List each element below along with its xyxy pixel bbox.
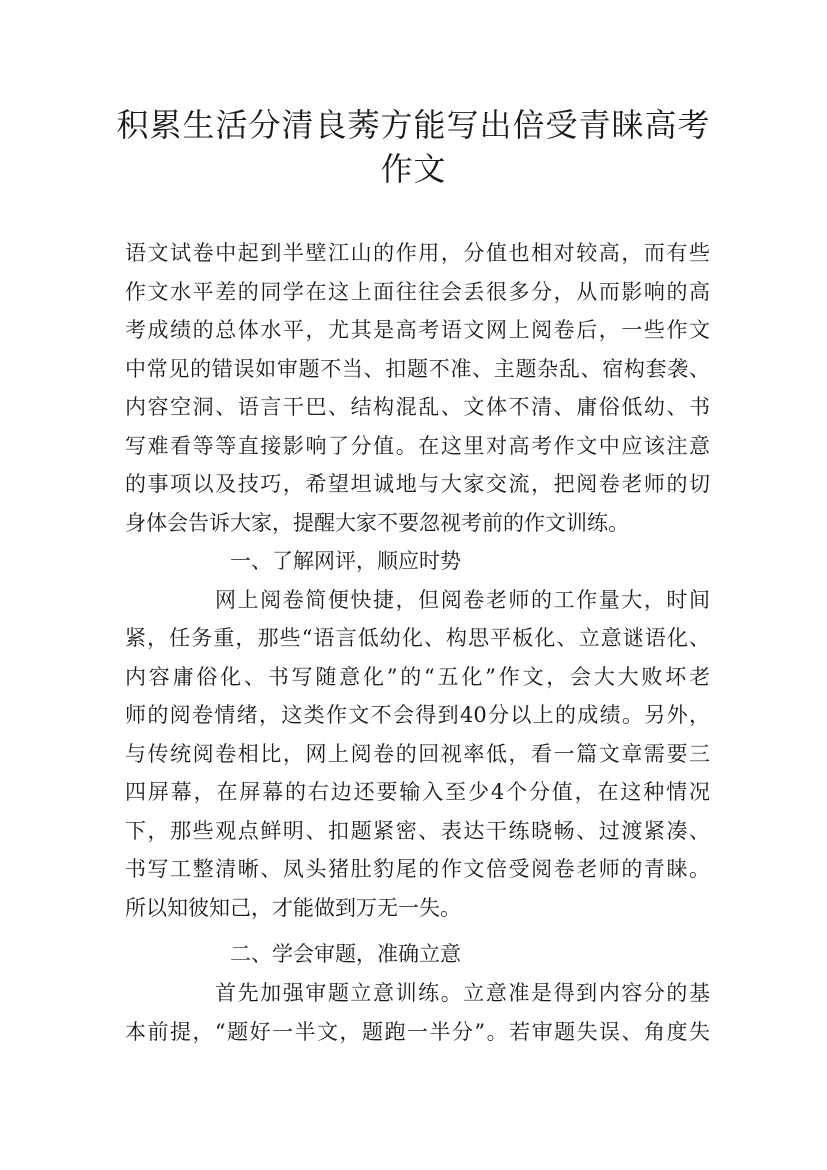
section-2-heading: 二、学会审题，准确立意	[230, 942, 461, 966]
section-1-line-3: 内容庸俗化、书写随意化”的“五化”作文，会大大败坏老	[125, 665, 710, 689]
intro-line-6: 写难看等等直接影响了分值。在这里对高考作文中应该注意	[125, 434, 710, 458]
section-2-line-2: 本前提，“题好一半文，题跑一半分”。若审题失误、角度失	[125, 1020, 710, 1044]
section-1-line-9: 所以知彼知己，才能做到万无一失。	[125, 896, 461, 920]
intro-line-1: 语文试卷中起到半壁江山的作用，分值也相对较高，而有些	[125, 241, 710, 265]
document-title-line-2: 作文	[380, 150, 447, 188]
section-1-line-2: 紧，任务重，那些“语言低幼化、构思平板化、立意谜语化、	[125, 626, 710, 650]
intro-line-3: 考成绩的总体水平，尤其是高考语文网上阅卷后，一些作文	[125, 318, 710, 342]
section-1-heading: 一、了解网评，顺应时势	[230, 549, 461, 573]
intro-line-7: 的事项以及技巧，希望坦诚地与大家交流，把阅卷老师的切	[125, 472, 710, 496]
section-1-line-6: 四屏幕，在屏幕的右边还要输入至少4个分值，在这种情况	[125, 780, 710, 804]
section-1-line-4: 师的阅卷情绪，这类作文不会得到40分以上的成绩。另外，	[125, 703, 710, 727]
intro-line-4: 中常见的错误如审题不当、扣题不准、主题杂乱、宿构套袭、	[125, 357, 710, 381]
section-2-line-1: 首先加强审题立意训练。立意准是得到内容分的基	[215, 981, 710, 1005]
intro-line-2: 作文水平差的同学在这上面往往会丢很多分，从而影响的高	[125, 280, 710, 304]
section-1-line-1: 网上阅卷简便快捷，但阅卷老师的工作量大，时间	[215, 588, 710, 612]
section-1-line-8: 书写工整清晰、凤头猪肚豹尾的作文倍受阅卷老师的青睐。	[125, 857, 710, 881]
section-1-line-7: 下，那些观点鲜明、扣题紧密、表达干练晓畅、过渡紧凑、	[125, 819, 710, 843]
intro-line-5: 内容空洞、语言干巴、结构混乱、文体不清、庸俗低幼、书	[125, 395, 710, 419]
section-1-line-5: 与传统阅卷相比，网上阅卷的回视率低，看一篇文章需要三	[125, 742, 710, 766]
document-title-line-1: 积累生活分清良莠方能写出倍受青睐高考	[116, 106, 711, 144]
intro-line-8: 身体会告诉大家，提醒大家不要忽视考前的作文训练。	[125, 511, 629, 535]
